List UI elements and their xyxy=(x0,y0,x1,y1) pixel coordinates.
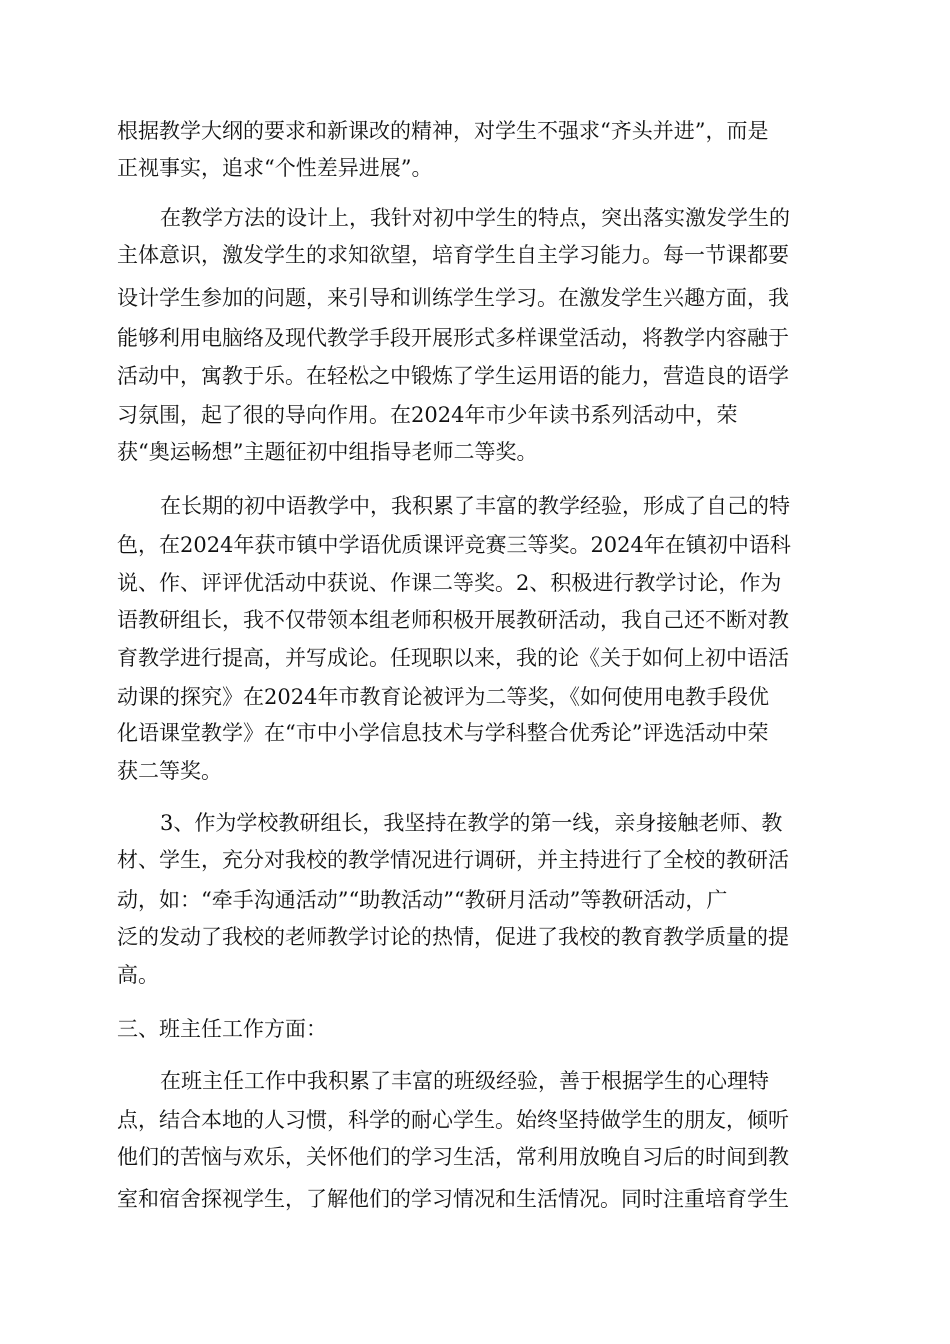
text-line: 主体意识，激发学生的求知欲望，培育学生自主学习能力。每一节课都要 xyxy=(117,243,789,267)
text-line: 高。 xyxy=(117,963,159,987)
text-line: 动，如：“牵手沟通活动”“助教活动”“教研月活动”等教研活动，广 xyxy=(117,888,728,912)
text-line: 习氛围，起了很的导向作用。在2024年市少年读书系列活动中，荣 xyxy=(117,403,738,427)
section-heading: 三、班主任工作方面： xyxy=(117,1017,327,1041)
text-line: 在长期的初中语教学中，我积累了丰富的教学经验，形成了自己的特 xyxy=(160,494,790,518)
text-line: 色，在2024年获市镇中学语优质课评竞赛三等奖。2024年在镇初中语科 xyxy=(117,533,791,557)
text-line: 3、作为学校教研组长，我坚持在教学的第一线，亲身接触老师、教 xyxy=(160,811,783,835)
text-line: 根据教学大纲的要求和新课改的精神，对学生不强求“齐头并进”，而是 xyxy=(117,119,769,143)
text-line: 室和宿舍探视学生，了解他们的学习情况和生活情况。同时注重培育学生 xyxy=(117,1187,789,1211)
text-line: 泛的发动了我校的老师教学讨论的热情，促进了我校的教育教学质量的提 xyxy=(117,925,789,949)
text-line: 设计学生参加的问题，来引导和训练学生学习。在激发学生兴趣方面，我 xyxy=(117,286,789,310)
text-line: 他们的苦恼与欢乐，关怀他们的学习生活，常利用放晚自习后的时间到教 xyxy=(117,1145,789,1169)
text-line: 材、学生，充分对我校的教学情况进行调研，并主持进行了全校的教研活 xyxy=(117,848,789,872)
text-line: 动课的探究》在2024年市教育论被评为二等奖，《如何使用电教手段优 xyxy=(117,685,769,709)
text-line: 点，结合本地的人习惯，科学的耐心学生。始终坚持做学生的朋友，倾听 xyxy=(117,1108,789,1132)
text-line: 在班主任工作中我积累了丰富的班级经验，善于根据学生的心理特 xyxy=(160,1069,769,1093)
text-line: 正视事实，追求“个性差异进展”。 xyxy=(117,156,433,180)
text-line: 育教学进行提高，并写成论。任现职以来，我的论《关于如何上初中语活 xyxy=(117,646,789,670)
text-line: 化语课堂教学》在“市中小学信息技术与学科整合优秀论”评选活动中荣 xyxy=(117,721,769,745)
text-line: 获“奥运畅想”主题征初中组指导老师二等奖。 xyxy=(117,440,538,464)
text-line: 在教学方法的设计上，我针对初中学生的特点，突出落实激发学生的 xyxy=(160,206,790,230)
text-line: 获二等奖。 xyxy=(117,759,222,783)
text-line: 能够利用电脑络及现代教学手段开展形式多样课堂活动，将教学内容融于 xyxy=(117,326,789,350)
text-line: 说、作、评评优活动中获说、作课二等奖。2、积极进行教学讨论，作为 xyxy=(117,571,782,595)
text-line: 活动中，寓教于乐。在轻松之中锻炼了学生运用语的能力，营造良的语学 xyxy=(117,364,789,388)
text-line: 语教研组长，我不仅带领本组老师积极开展教研活动，我自己还不断对教 xyxy=(117,608,789,632)
